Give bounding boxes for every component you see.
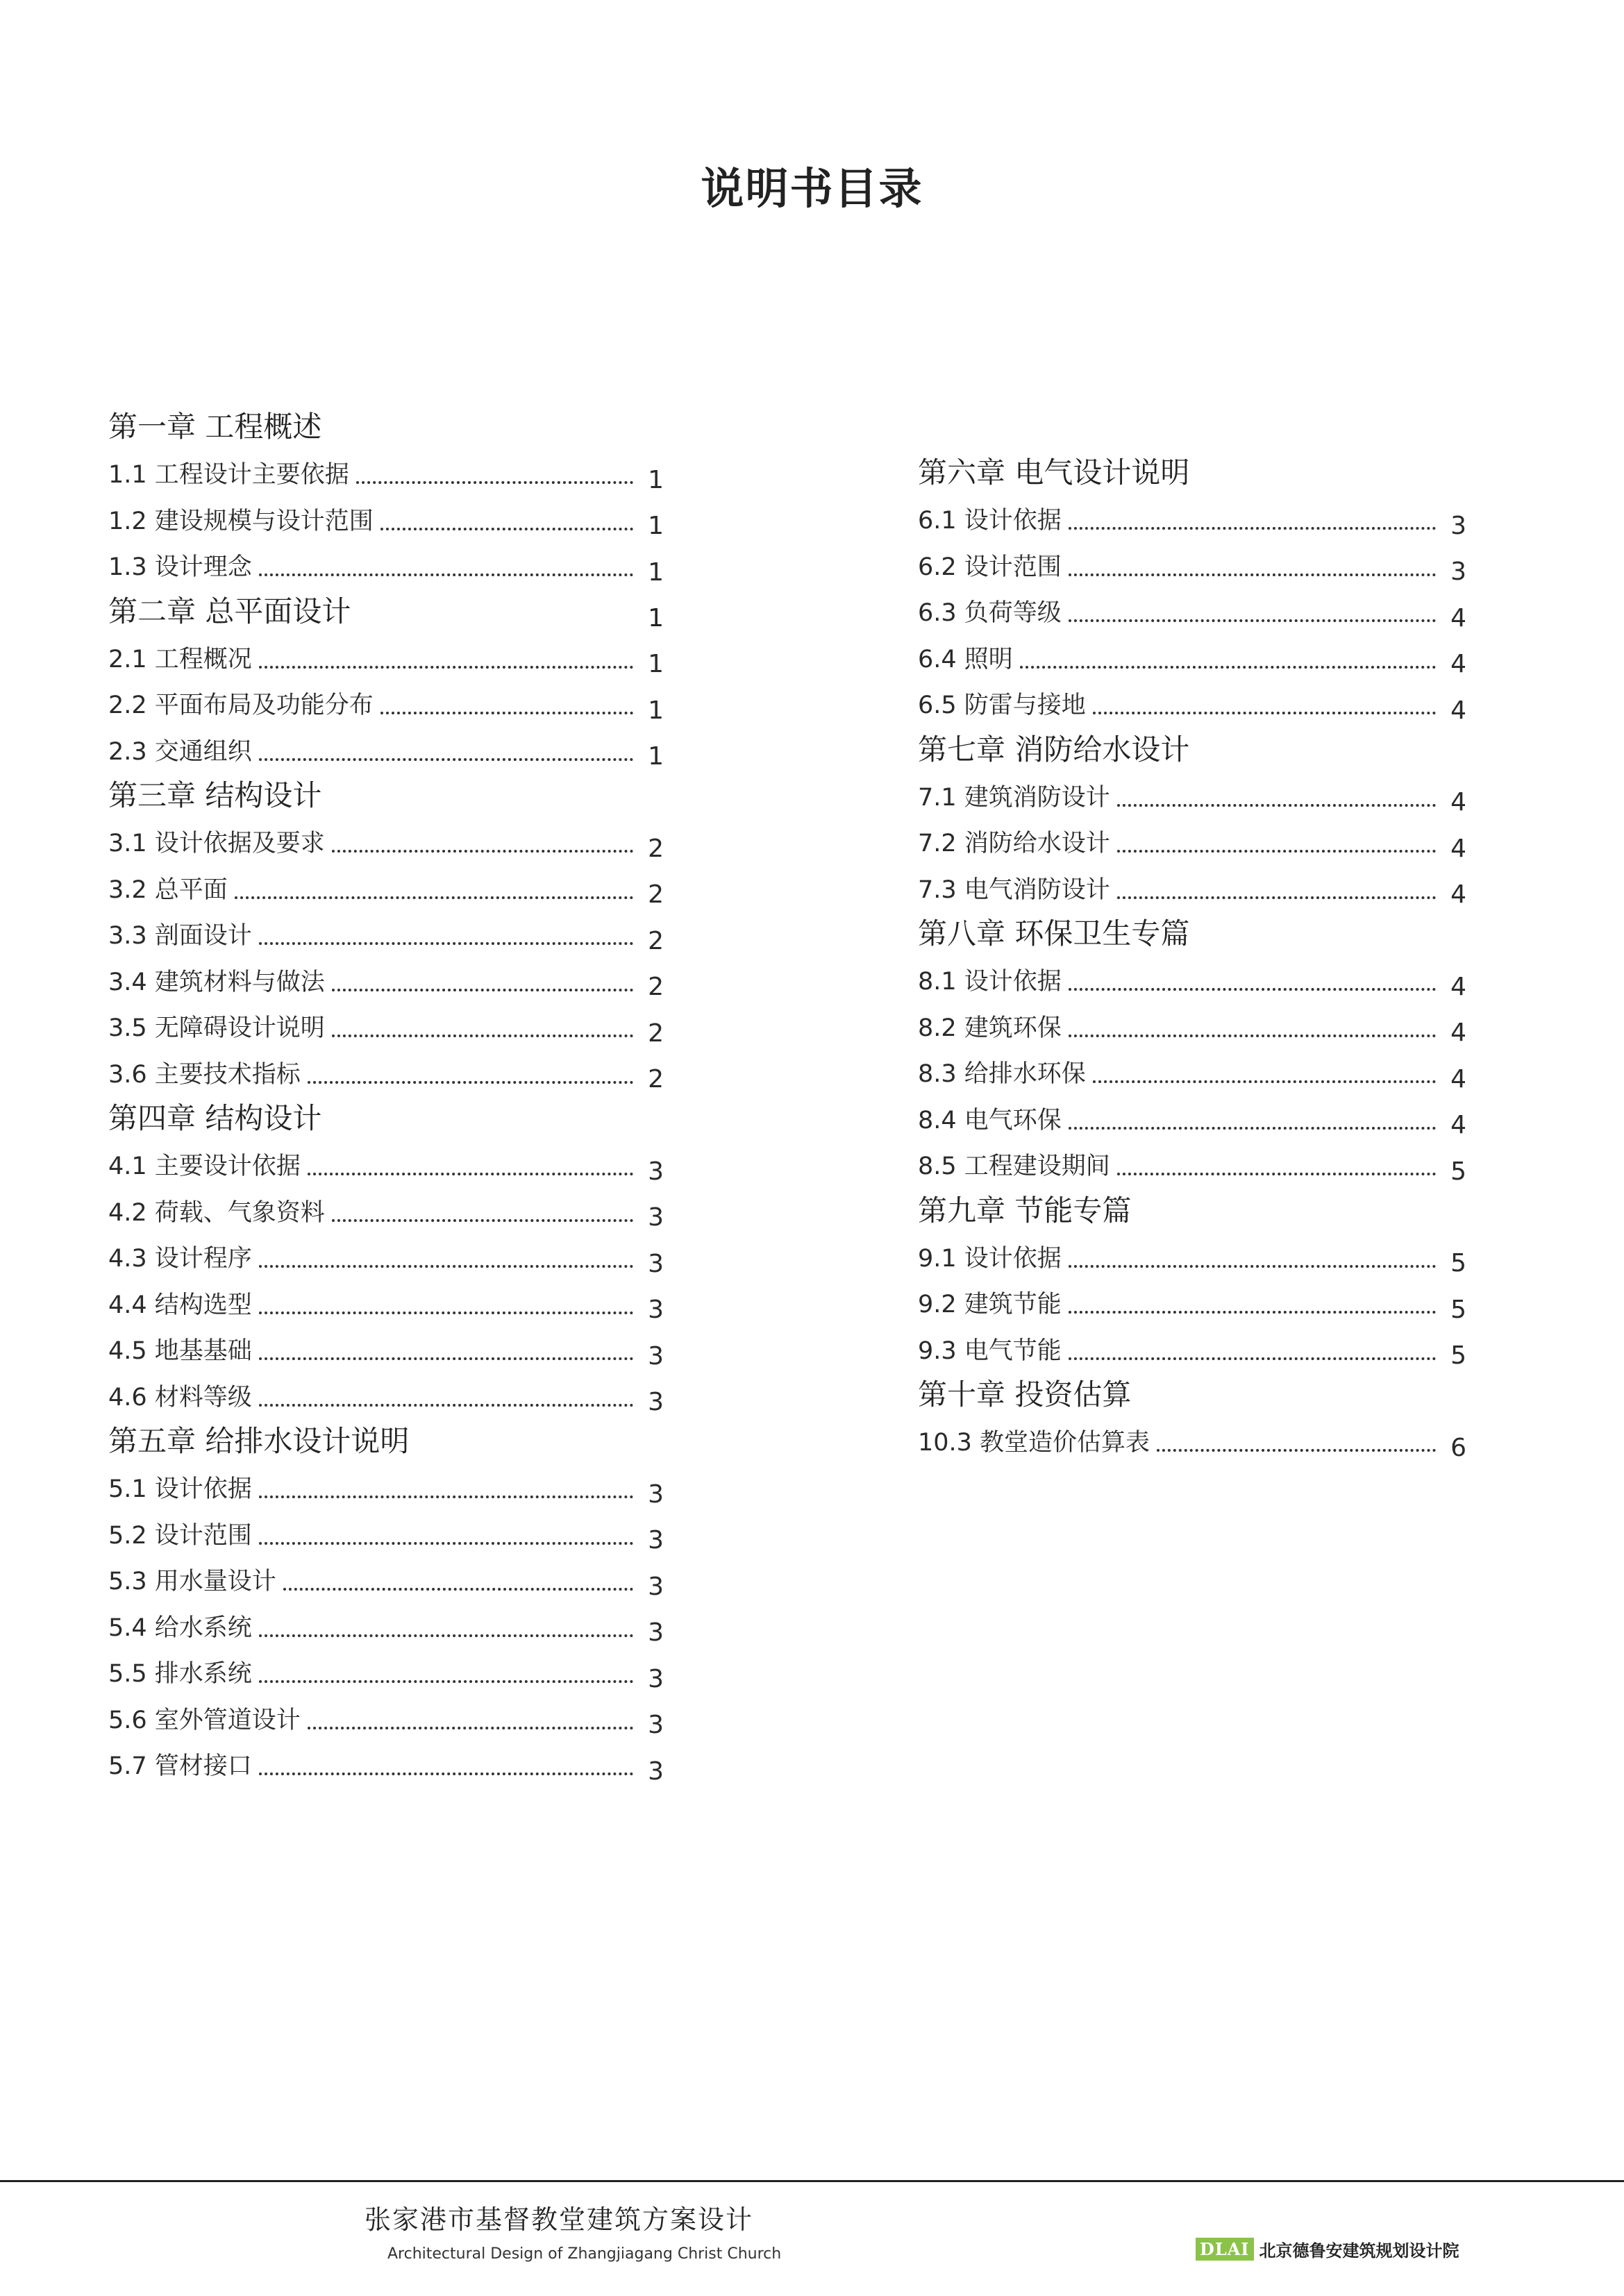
toc-entry [108,1464,664,1511]
entry-title: 3.2 总平面 [108,875,228,904]
entry-title: 7.1 建筑消防设计 [918,783,1110,812]
entry-page-number: 3 [648,1388,664,1417]
entry-title: 5.2 设计范围 [108,1521,252,1550]
toc-entry [108,819,664,865]
entry-title: 5.7 管材接口 [108,1752,252,1781]
entry-title: 9.3 电气节能 [918,1336,1062,1365]
entry-page-number: 3 [648,1296,664,1325]
dot-leader [1020,666,1436,669]
entry-page-number: 4 [1450,880,1466,910]
toc-entry [918,1003,1466,1050]
entry-title: 3.6 主要技术指标 [108,1060,301,1089]
toc-entry [918,1234,1466,1280]
entry-page-number: 3 [648,1341,664,1371]
dot-leader [1093,712,1436,714]
entry-title: 8.1 设计依据 [918,968,1062,996]
entry-page-number: 3 [648,1757,664,1786]
footer-divider [0,2180,1624,2182]
dot-leader [1069,1357,1436,1360]
toc-entry [918,1418,1466,1464]
entry-page-number: 4 [1450,834,1466,863]
dot-leader [356,481,633,484]
toc-entry [918,865,1466,912]
entry-title: 4.4 结构选型 [108,1291,252,1319]
entry-page-number: 4 [1450,972,1466,1001]
toc-entry [918,1280,1466,1326]
dot-leader [1117,1173,1436,1175]
entry-title: 8.5 工程建设期间 [918,1153,1110,1181]
dot-leader [380,712,633,714]
entry-title: 3.5 无障碍设计说明 [108,1014,325,1043]
entry-title: 5.3 用水量设计 [108,1568,276,1596]
toc-entry [108,1326,664,1373]
entry-page-number: 4 [1450,1111,1466,1140]
entry-page-number: 4 [1450,650,1466,679]
chapter-title: 第三章 结构设计 [108,778,322,812]
dot-leader [259,1542,633,1545]
entry-page-number: 3 [648,1157,664,1186]
entry-page-number: 3 [648,1618,664,1648]
chapter-title: 第五章 给排水设计说明 [108,1424,410,1458]
toc-entry [108,957,664,1004]
entry-page-number: 2 [648,926,664,955]
entry-page-number: 1 [648,512,664,541]
logo-firm-name: 北京德鲁安建筑规划设计院 [1259,2240,1459,2261]
entry-title: 1.2 建设规模与设计范围 [108,507,374,535]
dot-leader [1069,619,1436,622]
entry-page-number: 3 [648,1480,664,1509]
entry-page-number: 3 [1450,511,1466,540]
dot-leader [259,1495,633,1498]
entry-page-number: 5 [1450,1157,1466,1186]
chapter-title: 第七章 消防给水设计 [918,732,1190,766]
dot-leader [308,1727,633,1729]
dot-leader [259,666,633,669]
dot-leader [1093,1080,1436,1083]
dot-leader [1069,1034,1436,1037]
dot-leader [380,528,633,530]
entry-title: 3.3 剖面设计 [108,922,252,950]
toc-entry [108,1603,664,1650]
footer-project-title: 张家港市基督教堂建筑方案设计 [365,2204,754,2235]
dot-leader [283,1588,633,1591]
toc-entry [918,1049,1466,1096]
chapter-title: 第六章 电气设计说明 [918,455,1190,489]
chapter-title: 第十章 投资估算 [918,1377,1132,1411]
entry-title: 5.5 排水系统 [108,1660,252,1689]
entry-page-number: 4 [1450,696,1466,725]
dot-leader [259,1357,633,1360]
toc-left-column [108,404,664,1788]
dot-leader [1117,804,1436,807]
dot-leader [308,1173,633,1175]
dot-leader [1069,1127,1436,1130]
entry-title: 5.4 给水系统 [108,1614,252,1642]
entry-title: 7.2 消防给水设计 [918,830,1110,858]
entry-title: 8.4 电气环保 [918,1106,1062,1134]
entry-title: 6.2 设计范围 [918,553,1062,581]
toc-entry [108,1373,664,1419]
entry-title: 5.6 室外管道设计 [108,1706,301,1734]
firm-logo [1196,2237,1459,2261]
logo-mark: DLAI [1196,2238,1254,2261]
dot-leader [332,1034,633,1037]
toc-entry [108,1649,664,1695]
dot-leader [1069,527,1436,530]
entry-title: 4.2 荷载、气象资料 [108,1198,325,1227]
entry-title: 7.3 电气消防设计 [918,875,1110,904]
dot-leader [259,758,633,761]
toc-entry [108,542,664,589]
entry-page-number: 3 [648,1664,664,1693]
entry-title: 10.3 教堂造价估算表 [918,1429,1150,1457]
entry-title: 1.3 设计理念 [108,553,252,582]
entry-page-number: 3 [648,1526,664,1555]
toc-entry [108,635,664,681]
entry-page-number: 6 [1450,1433,1466,1462]
entry-page-number: 1 [648,650,664,679]
toc-entry [918,1096,1466,1142]
dot-leader [259,1773,633,1775]
toc-chapter-heading [108,1096,664,1141]
toc-entry [108,1280,664,1327]
toc-entry [108,1695,664,1742]
entry-page-number: 1 [648,742,664,771]
toc-chapter-heading [918,1188,1466,1234]
entry-title: 4.5 地基基础 [108,1337,252,1366]
chapter-title: 第八章 环保卫生专篇 [918,916,1190,950]
dot-leader [1117,850,1436,853]
entry-title: 2.1 工程概况 [108,645,252,673]
toc-chapter-heading [108,773,664,819]
toc-chapter-heading [918,1372,1466,1418]
toc-entry [108,911,664,957]
toc-chapter-heading [918,727,1466,773]
entry-title: 9.2 建筑节能 [918,1291,1062,1319]
entry-title: 6.4 照明 [918,645,1013,673]
entry-page-number: 2 [648,1019,664,1048]
toc-entry [108,496,664,543]
entry-title: 3.1 设计依据及要求 [108,830,325,858]
toc-entry [108,1557,664,1603]
toc-entry [918,773,1466,819]
entry-page-number: 2 [648,834,664,863]
dot-leader [259,1265,633,1268]
toc-entry [918,680,1466,727]
dot-leader [259,1680,633,1683]
entry-title: 2.2 平面布局及功能分布 [108,692,374,720]
entry-page-number: 5 [1450,1295,1466,1324]
entry-page-number: 5 [1450,1249,1466,1278]
toc-entry [108,1234,664,1280]
entry-title: 4.6 材料等级 [108,1383,252,1411]
dot-leader [308,1081,633,1084]
dot-leader [1157,1449,1436,1452]
toc-entry [108,680,664,727]
dot-leader [1069,1311,1436,1314]
entry-page-number: 3 [648,1711,664,1740]
toc-entry [108,1188,664,1234]
toc-entry [108,1003,664,1050]
dot-leader [332,1219,633,1222]
toc-entry [108,727,664,773]
entry-title: 6.5 防雷与接地 [918,692,1086,720]
chapter-title: 第二章 总平面设计 [108,594,351,628]
entry-title: 8.2 建筑环保 [918,1014,1062,1042]
dot-leader [1069,988,1436,991]
entry-page-number: 3 [1450,558,1466,587]
dot-leader [1117,896,1436,899]
entry-page-number: 1 [648,465,664,494]
dot-leader [259,573,633,576]
entry-page-number: 4 [1450,603,1466,632]
dot-leader [259,1312,633,1314]
entry-page-number: 4 [1450,788,1466,817]
entry-page-number: 4 [1450,1064,1466,1093]
entry-title: 8.3 给排水环保 [918,1060,1086,1089]
dot-leader [259,1634,633,1637]
dot-leader [235,896,633,899]
dot-leader [1069,1265,1436,1268]
toc-entry [108,1741,664,1788]
chapter-title: 第九章 节能专篇 [918,1193,1132,1227]
entry-page-number: 5 [1450,1341,1466,1371]
toc-chapter-heading [918,911,1466,957]
entry-title: 5.1 设计依据 [108,1475,252,1504]
entry-page-number: 2 [648,880,664,910]
toc-entry [918,1141,1466,1188]
entry-title: 6.1 设计依据 [918,507,1062,535]
toc-entry [918,588,1466,635]
dot-leader [259,942,633,945]
chapter-page-number: 1 [648,603,664,632]
toc-entry [918,542,1466,589]
toc-entry [918,635,1466,681]
chapter-title: 第四章 结构设计 [108,1101,322,1135]
toc-chapter-heading [918,450,1466,496]
entry-page-number: 2 [648,973,664,1002]
toc-chapter-heading [108,589,664,635]
footer-project-subtitle: Architectural Design of Zhangjiagang Christ Church [387,2245,782,2263]
toc-entry [108,1511,664,1557]
toc-entry [108,1141,664,1188]
dot-leader [332,850,633,853]
entry-page-number: 4 [1450,1019,1466,1048]
entry-title: 4.1 主要设计依据 [108,1153,301,1181]
dot-leader [332,989,633,991]
entry-title: 6.3 负荷等级 [918,599,1062,628]
document-title: 说明书目录 [701,163,923,214]
toc-entry [918,819,1466,865]
toc-entry [918,957,1466,1003]
chapter-title: 第一章 工程概述 [108,410,322,444]
dot-leader [259,1404,633,1407]
toc-chapter-heading [108,404,664,450]
entry-title: 4.3 设计程序 [108,1245,252,1273]
entry-title: 3.4 建筑材料与做法 [108,968,325,996]
toc-entry [918,1326,1466,1373]
toc-entry [108,450,664,496]
toc-entry [108,865,664,912]
entry-page-number: 3 [648,1572,664,1601]
entry-page-number: 1 [648,558,664,587]
entry-page-number: 3 [648,1203,664,1232]
entry-title: 1.1 工程设计主要依据 [108,461,349,489]
toc-chapter-heading [108,1418,664,1464]
toc-entry [918,496,1466,542]
entry-page-number: 3 [648,1249,664,1278]
toc-right-column [918,450,1466,1464]
toc-entry [108,1050,664,1096]
entry-page-number: 2 [648,1065,664,1094]
entry-page-number: 1 [648,696,664,725]
entry-title: 2.3 交通组织 [108,737,252,766]
dot-leader [1069,573,1436,576]
entry-title: 9.1 设计依据 [918,1244,1062,1273]
